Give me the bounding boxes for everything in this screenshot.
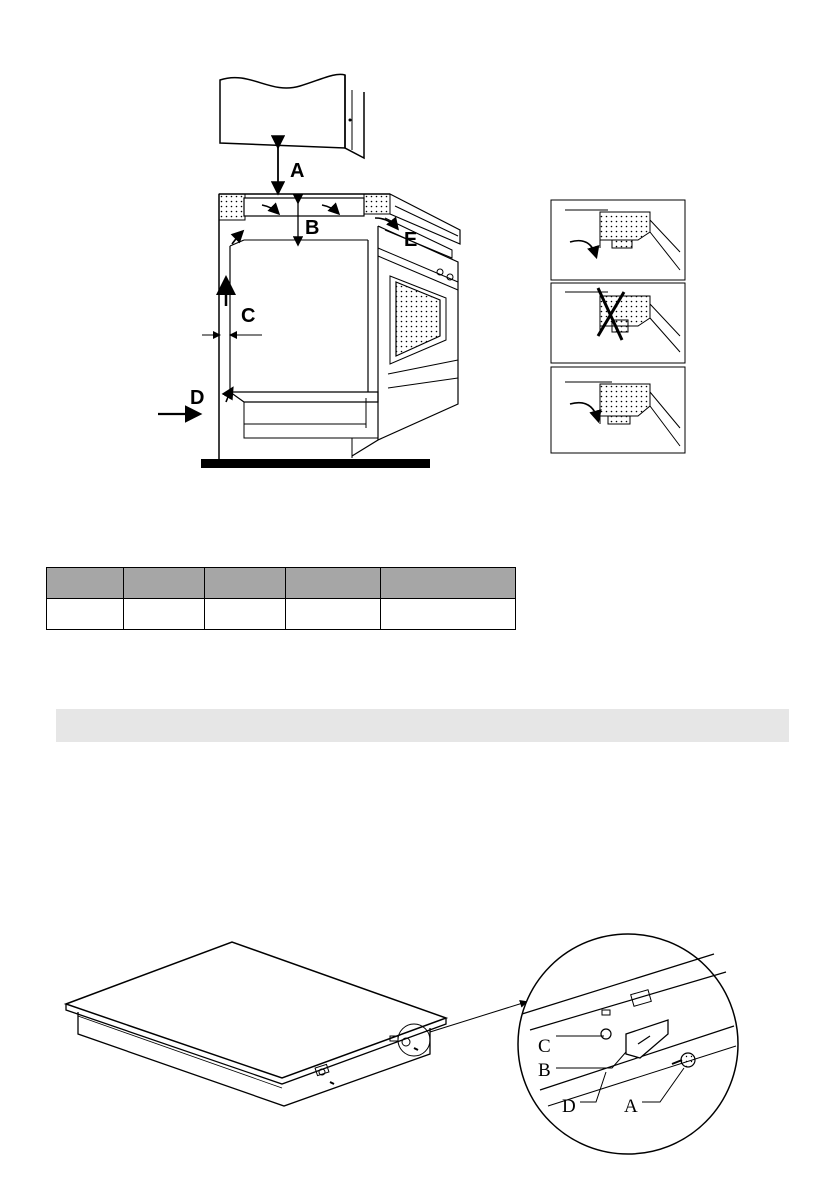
fix-label-a: A (624, 1096, 638, 1117)
vent-detail-correct-1 (551, 200, 685, 280)
oven-cabinet (230, 226, 458, 458)
table-cell (381, 599, 516, 630)
hob-unit (66, 942, 446, 1106)
fix-label-b: B (538, 1060, 551, 1081)
label-c: C (241, 305, 256, 327)
label-e: E (404, 229, 418, 251)
table-cell (286, 599, 381, 630)
vent-detail-incorrect (551, 283, 685, 363)
floor-line (201, 459, 430, 468)
label-a: A (290, 160, 305, 182)
table-cell (124, 599, 205, 630)
cabinet-side (219, 194, 244, 460)
table-header-cell (286, 568, 381, 599)
table-cell (205, 599, 286, 630)
fix-label-d: D (562, 1096, 576, 1117)
table-cell (47, 599, 124, 630)
hob-fixing-diagram (0, 930, 839, 1190)
table-header-cell (205, 568, 286, 599)
section-heading-bar (56, 709, 789, 742)
label-d: D (190, 387, 205, 409)
installation-clearance-diagram (0, 0, 839, 480)
table-header-cell (124, 568, 205, 599)
clearance-table (46, 567, 516, 630)
vent-detail-correct-2 (551, 367, 685, 453)
table-row (47, 599, 516, 630)
label-b: B (305, 217, 320, 239)
magnified-detail (518, 934, 738, 1154)
table-header-row (47, 568, 516, 599)
wall-cabinet (220, 74, 364, 158)
table-header-cell (47, 568, 124, 599)
fix-label-c: C (538, 1036, 551, 1057)
hob-recess (244, 198, 364, 216)
table-header-cell (381, 568, 516, 599)
